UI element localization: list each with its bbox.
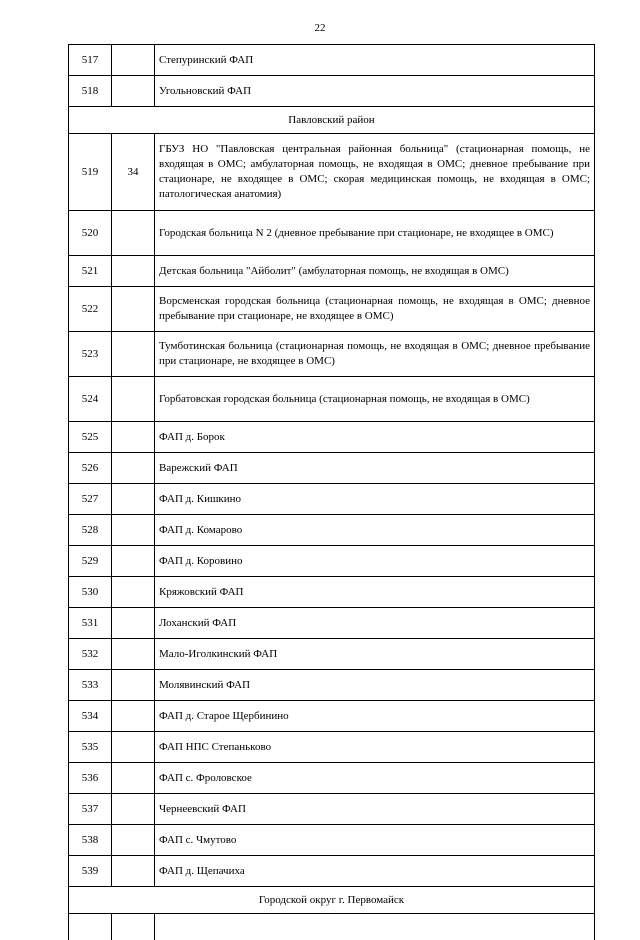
- row-code: [112, 608, 155, 639]
- row-number: 539: [69, 856, 112, 887]
- row-number: 529: [69, 546, 112, 577]
- row-number: 524: [69, 377, 112, 422]
- table-row: [69, 670, 595, 701]
- row-number: 537: [69, 794, 112, 825]
- row-number: 536: [69, 763, 112, 794]
- row-number: 538: [69, 825, 112, 856]
- row-code: [112, 484, 155, 515]
- row-number: [69, 914, 112, 940]
- table-row: [69, 134, 595, 211]
- facility-name: Степуринский ФАП: [155, 45, 595, 76]
- table-row: [69, 484, 595, 515]
- table-row: [69, 422, 595, 453]
- row-code: [112, 287, 155, 332]
- row-number: 517: [69, 45, 112, 76]
- row-code: [112, 825, 155, 856]
- row-code: [112, 670, 155, 701]
- table-row: [69, 377, 595, 422]
- table-row: [69, 732, 595, 763]
- row-code: [112, 856, 155, 887]
- row-number: 528: [69, 515, 112, 546]
- row-code: [112, 211, 155, 256]
- row-number: 533: [69, 670, 112, 701]
- row-code: [112, 732, 155, 763]
- row-number: 535: [69, 732, 112, 763]
- facility-name: Варежский ФАП: [155, 453, 595, 484]
- facility-name: Чернеевский ФАП: [155, 794, 595, 825]
- facility-name: ФАП д. Старое Щербинино: [155, 701, 595, 732]
- facility-name: Городская больница N 2 (дневное пребывание при стационаре, не входящее в ОМС): [155, 211, 595, 256]
- row-code: [112, 453, 155, 484]
- facility-name: Детская больница "Айболит" (амбулаторная помощь, не входящая в ОМС): [155, 256, 595, 287]
- facility-name: Горбатовская городская больница (стационарная помощь, не входящая в ОМС): [155, 377, 595, 422]
- row-code: [112, 515, 155, 546]
- row-number: 532: [69, 639, 112, 670]
- facilities-table: [68, 44, 595, 940]
- region-header-row: [69, 107, 595, 134]
- row-code: [112, 332, 155, 377]
- region-header: Павловский район: [69, 107, 595, 134]
- row-code: [112, 577, 155, 608]
- row-code: [112, 639, 155, 670]
- facility-name: Тумботинская больница (стационарная помощь, не входящая в ОМС; дневное пребывание при стационаре, не входящее в ОМС): [155, 332, 595, 377]
- page-number: 22: [0, 22, 640, 34]
- table-row: [69, 287, 595, 332]
- facility-name: Молявинский ФАП: [155, 670, 595, 701]
- row-number: 521: [69, 256, 112, 287]
- row-code: [112, 76, 155, 107]
- facility-name: Ворсменская городская больница (стационарная помощь, не входящая в ОМС; дневное пребывание при стационаре, не входящее в ОМС): [155, 287, 595, 332]
- table-row: [69, 914, 595, 940]
- table-row: [69, 453, 595, 484]
- table-row: [69, 76, 595, 107]
- row-number: 519: [69, 134, 112, 211]
- facility-name: Угольновский ФАП: [155, 76, 595, 107]
- facility-name: ФАП д. Коровино: [155, 546, 595, 577]
- facility-name: Кряжовский ФАП: [155, 577, 595, 608]
- row-code: 34: [112, 134, 155, 211]
- row-number: 526: [69, 453, 112, 484]
- facility-name: ФАП д. Борок: [155, 422, 595, 453]
- facility-name: ГБУЗ НО "Павловская центральная районная больница" (стационарная помощь, не входящая в ОМС; амбулаторная помощь, не входящая в ОМС; дневное пребывание при стационаре, не входящее в ОМС; скорая медицинская помощь, не входящая в ОМС; патологическая анатомия): [155, 134, 595, 211]
- row-number: 523: [69, 332, 112, 377]
- facility-name: ФАП д. Кишкино: [155, 484, 595, 515]
- row-code: [112, 377, 155, 422]
- facility-name: ФАП д. Комарово: [155, 515, 595, 546]
- row-code: [112, 546, 155, 577]
- row-code: [112, 794, 155, 825]
- region-header-row: [69, 887, 595, 914]
- table-row: [69, 256, 595, 287]
- table-row: [69, 546, 595, 577]
- row-code: [112, 45, 155, 76]
- row-number: 520: [69, 211, 112, 256]
- region-header: Городской округ г. Первомайск: [69, 887, 595, 914]
- row-number: 518: [69, 76, 112, 107]
- row-code: [112, 914, 155, 940]
- row-number: 530: [69, 577, 112, 608]
- row-code: [112, 763, 155, 794]
- row-number: 527: [69, 484, 112, 515]
- row-code: [112, 422, 155, 453]
- row-number: 522: [69, 287, 112, 332]
- table-row: [69, 332, 595, 377]
- facility-name: Мало-Иголкинский ФАП: [155, 639, 595, 670]
- table-row: [69, 608, 595, 639]
- table-row: [69, 577, 595, 608]
- row-number: 534: [69, 701, 112, 732]
- row-number: 531: [69, 608, 112, 639]
- row-code: [112, 256, 155, 287]
- facility-name: [155, 914, 595, 940]
- row-number: 525: [69, 422, 112, 453]
- table-row: [69, 45, 595, 76]
- table-row: [69, 639, 595, 670]
- facility-name: Лоханский ФАП: [155, 608, 595, 639]
- facility-name: ФАП д. Щепачиха: [155, 856, 595, 887]
- table-row: [69, 515, 595, 546]
- table-row: [69, 763, 595, 794]
- table-row: [69, 825, 595, 856]
- table-row: [69, 794, 595, 825]
- table-row: [69, 701, 595, 732]
- table-row: [69, 856, 595, 887]
- facility-name: ФАП с. Чмутово: [155, 825, 595, 856]
- facility-name: ФАП с. Фроловское: [155, 763, 595, 794]
- row-code: [112, 701, 155, 732]
- table-row: [69, 211, 595, 256]
- facility-name: ФАП НПС Степаньково: [155, 732, 595, 763]
